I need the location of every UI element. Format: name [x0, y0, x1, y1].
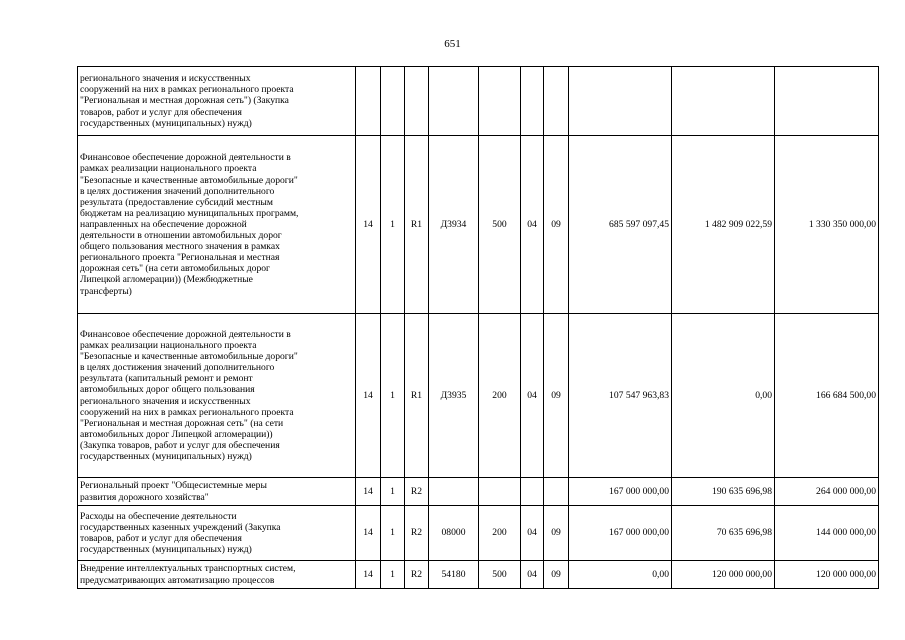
- code-cell: 14: [356, 314, 381, 478]
- amount-cell: 166 684 500,00: [775, 314, 879, 478]
- code-cell: 14: [356, 506, 381, 561]
- amount-cell: [672, 67, 775, 136]
- code-cell: R2: [405, 506, 429, 561]
- code-cell: [544, 67, 569, 136]
- table-row: [78, 136, 879, 314]
- code-cell: 09: [544, 506, 569, 561]
- amount-cell: 190 635 696,98: [672, 478, 775, 506]
- table-row: [78, 67, 879, 136]
- code-cell: 09: [544, 561, 569, 589]
- code-cell: 09: [544, 136, 569, 314]
- code-cell: 1: [381, 478, 405, 506]
- code-cell: 54180: [429, 561, 479, 589]
- code-cell: [479, 67, 521, 136]
- page-number: 651: [444, 38, 461, 50]
- code-cell: [544, 478, 569, 506]
- table-row: [78, 478, 879, 506]
- amount-cell: 120 000 000,00: [672, 561, 775, 589]
- code-cell: 08000: [429, 506, 479, 561]
- code-cell: [429, 478, 479, 506]
- amount-cell: 167 000 000,00: [569, 506, 672, 561]
- row-description: Финансовое обеспечение дорожной деятельности в рамках реализации национального проекта "Безопасные и качественные автомобильные дороги" в целях достижения значений дополнительного результата (капитальный ремонт и ремонт автомобильных дорог общего пользования регионального значения и искусственных сооружений на них в рамках регионального проекта "Региональная и местная дорожная сеть" (на сети автомобильных дорог Липецкой агломерации)) (Закупка товаров, работ и услуг для обеспечения государственных (муниципальных) нужд): [78, 314, 356, 478]
- code-cell: 04: [521, 314, 544, 478]
- code-cell: [521, 67, 544, 136]
- row-description: Финансовое обеспечение дорожной деятельности в рамках реализации национального проекта "Безопасные и качественные автомобильные дороги" в целях достижения значений дополнительного результата (предоставление субсидий местным бюджетам на реализацию муниципальных программ, направленных на обеспечение дорожной деятельности в отношении автомобильных дорог общего пользования местного значения в рамках регионального проекта "Региональная и местная дорожная сеть" (на сети автомобильных дорог Липецкой агломерации)) (Межбюджетные трансферты): [78, 136, 356, 314]
- table-row: [78, 561, 879, 589]
- amount-cell: [569, 67, 672, 136]
- code-cell: R1: [405, 314, 429, 478]
- row-description: регионального значения и искусственных сооружений на них в рамках регионального проекта "Региональная и местная дорожная сеть") (Закупка товаров, работ и услуг для обеспечения государственных (муниципальных) нужд): [78, 67, 356, 136]
- code-cell: 04: [521, 506, 544, 561]
- amount-cell: 144 000 000,00: [775, 506, 879, 561]
- code-cell: 14: [356, 136, 381, 314]
- amount-cell: 107 547 963,83: [569, 314, 672, 478]
- code-cell: 04: [521, 136, 544, 314]
- code-cell: 200: [479, 314, 521, 478]
- code-cell: 1: [381, 136, 405, 314]
- code-cell: 500: [479, 561, 521, 589]
- code-cell: 14: [356, 478, 381, 506]
- amount-cell: 264 000 000,00: [775, 478, 879, 506]
- amount-cell: 0,00: [569, 561, 672, 589]
- code-cell: 500: [479, 136, 521, 314]
- code-cell: [356, 67, 381, 136]
- amount-cell: [775, 67, 879, 136]
- code-cell: 200: [479, 506, 521, 561]
- code-cell: 1: [381, 561, 405, 589]
- table-row: [78, 314, 879, 478]
- code-cell: R2: [405, 561, 429, 589]
- amount-cell: 685 597 097,45: [569, 136, 672, 314]
- code-cell: [381, 67, 405, 136]
- amount-cell: 0,00: [672, 314, 775, 478]
- code-cell: 1: [381, 314, 405, 478]
- code-cell: 04: [521, 561, 544, 589]
- amount-cell: 120 000 000,00: [775, 561, 879, 589]
- code-cell: 14: [356, 561, 381, 589]
- code-cell: R1: [405, 136, 429, 314]
- code-cell: [479, 478, 521, 506]
- code-cell: [521, 478, 544, 506]
- code-cell: Д3934: [429, 136, 479, 314]
- code-cell: R2: [405, 478, 429, 506]
- budget-table: [77, 66, 879, 589]
- amount-cell: 70 635 696,98: [672, 506, 775, 561]
- code-cell: [429, 67, 479, 136]
- table-row: [78, 506, 879, 561]
- amount-cell: 167 000 000,00: [569, 478, 672, 506]
- row-description: Региональный проект "Общесистемные меры развития дорожного хозяйства": [78, 478, 356, 506]
- code-cell: [405, 67, 429, 136]
- amount-cell: 1 330 350 000,00: [775, 136, 879, 314]
- code-cell: 1: [381, 506, 405, 561]
- code-cell: Д3935: [429, 314, 479, 478]
- amount-cell: 1 482 909 022,59: [672, 136, 775, 314]
- code-cell: 09: [544, 314, 569, 478]
- row-description: Расходы на обеспечение деятельности государственных казенных учреждений (Закупка товаров, работ и услуг для обеспечения государственных (муниципальных) нужд): [78, 506, 356, 561]
- row-description: Внедрение интеллектуальных транспортных систем, предусматривающих автоматизацию процессов: [78, 561, 356, 589]
